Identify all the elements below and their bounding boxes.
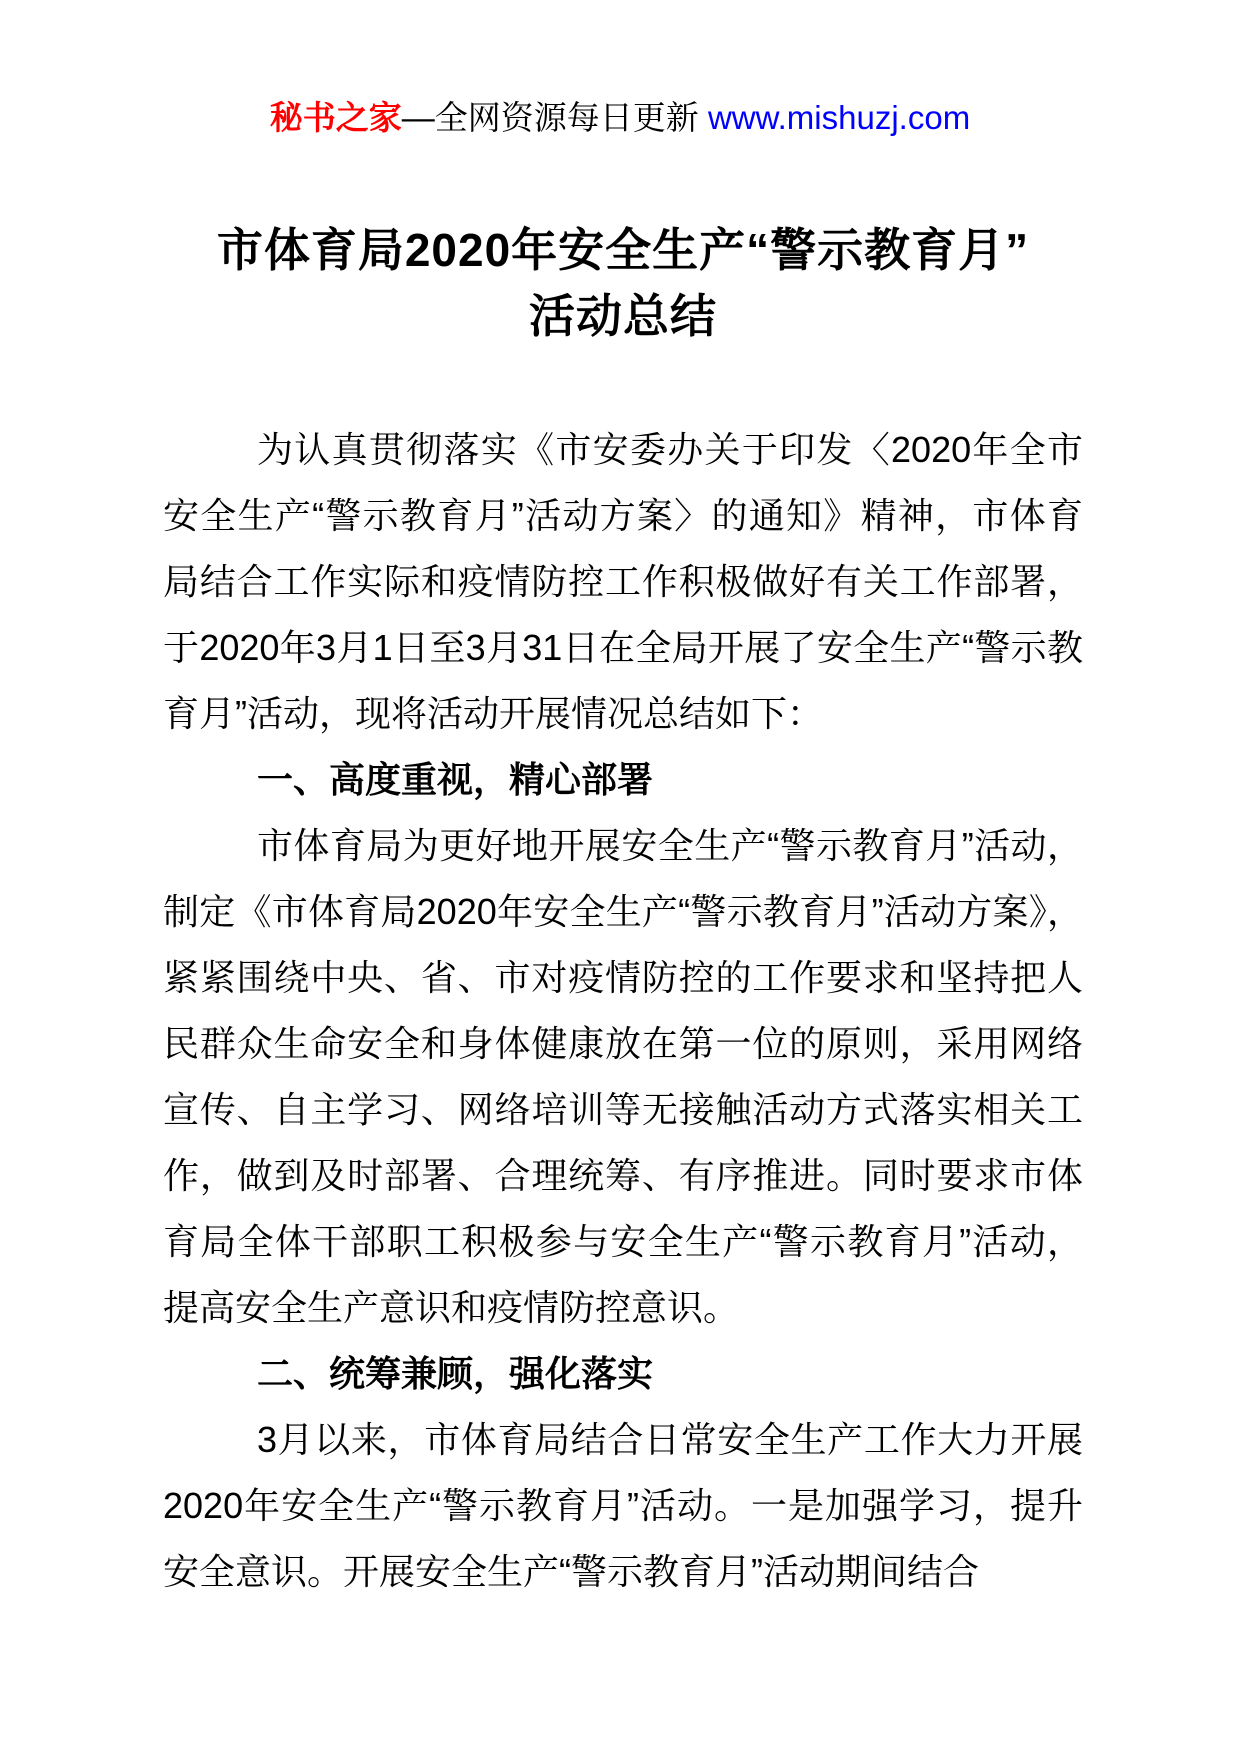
brand-text: 秘书之家 xyxy=(269,99,402,136)
title-line-2: 活动总结 xyxy=(529,290,717,342)
document-title xyxy=(163,217,1083,349)
section-heading-1: 一、高度重视，精心部署 xyxy=(257,759,654,800)
document-body xyxy=(163,417,1083,1605)
title-line-1: 市体育局2020年安全生产“警示教育月” xyxy=(216,224,1030,276)
site-url-link[interactable]: www.mishuzj.com xyxy=(707,99,971,136)
site-header xyxy=(0,0,1240,140)
document-content xyxy=(163,217,1083,1605)
body-paragraph-1: 为认真贯彻落实《市安委办关于印发〈2020年全市安全生产“警示教育月”活动方案〉的通知》精神，市体育局结合工作实际和疫情防控工作积极做好有关工作部署，于2020年3月1日至3月31日在全局开展了安全生产“警示教育月”活动，现将活动开展情况总结如下： xyxy=(163,429,1083,734)
body-paragraph-3: 3月以来，市体育局结合日常安全生产工作大力开展2020年安全生产“警示教育月”活动。一是加强学习，提升安全意识。开展安全生产“警示教育月”活动期间结合 xyxy=(163,1419,1083,1592)
body-paragraph-2: 市体育局为更好地开展安全生产“警示教育月”活动，制定《市体育局2020年安全生产“警示教育月”活动方案》，紧紧围绕中央、省、市对疫情防控的工作要求和坚持把人民群众生命安全和身体健康放在第一位的原则，采用网络宣传、自主学习、网络培训等无接触活动方式落实相关工作，做到及时部署、合理统筹、有序推进。同时要求市体育局全体干部职工积极参与安全生产“警示教育月”活动，提高安全生产意识和疫情防控意识。 xyxy=(163,825,1083,1328)
tagline-text: —全网资源每日更新 xyxy=(401,99,708,136)
section-heading-2: 二、统筹兼顾，强化落实 xyxy=(257,1353,654,1394)
